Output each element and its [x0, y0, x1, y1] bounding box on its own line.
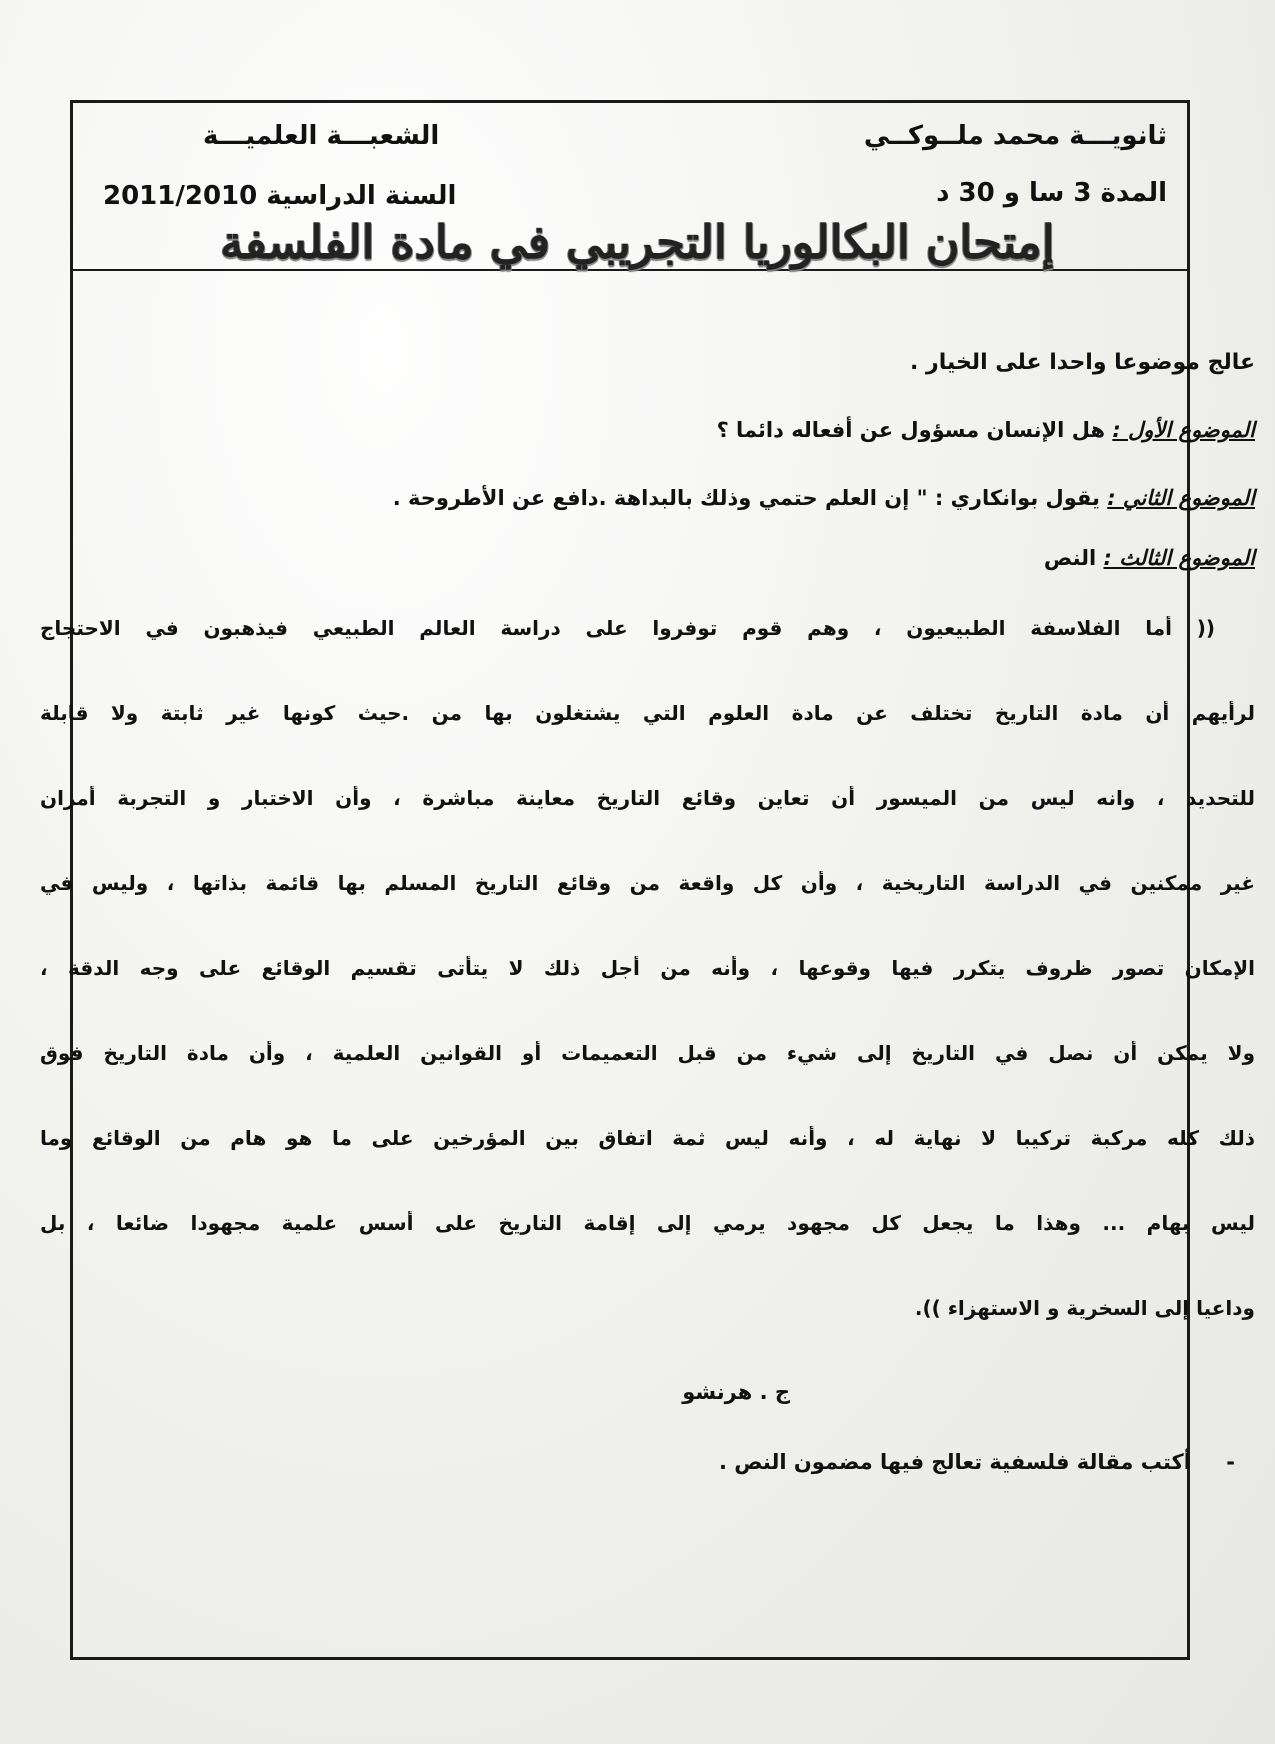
school-name: ثانويـــة محمد ملــوكــي: [863, 121, 1167, 151]
task-instruction: [719, 1450, 1235, 1474]
passage-line: ولا يمكن أن نصل في التاريخ إلى شيء من قبل التعميمات أو القوانين العلمية ، وأن مادة التاريخ فوق: [40, 1041, 1255, 1065]
passage-line: وداعيا إلى السخرية و الاستهزاء )).: [914, 1296, 1255, 1320]
passage-line: ذلك كله مركبة تركيبا لا نهاية له ، وأنه ليس ثمة اتفاق بين المؤرخين على ما هو هام من الوقائع وما: [40, 1126, 1255, 1150]
task-text: أكتب مقالة فلسفية تعالج فيها مضمون النص .: [718, 1450, 1191, 1474]
topic-1: [717, 418, 1255, 442]
topic-2-label: الموضوع الثاني :: [1107, 486, 1255, 510]
exam-duration: المدة 3 سا و 30 د: [936, 178, 1167, 208]
passage-line: ليس بهام ... وهذا ما يجعل كل مجهود يرمي إلى إقامة التاريخ على أسس علمية مجهودا ضائعا ، بل: [40, 1211, 1255, 1235]
passage-line: لرأيهم أن مادة التاريخ تختلف عن مادة العلوم التي يشتغلون بها من .حيث كونها غير ثابتة ولا قابلة: [40, 701, 1255, 725]
passage-line: (( أما الفلاسفة الطبيعيون ، وهم قوم توفروا على دراسة العالم الطبيعي فيذهبون في الاحتجاج: [40, 616, 1215, 640]
passage-author: ج . هرنشو: [682, 1380, 790, 1404]
academic-year: السنة الدراسية 2011/2010: [103, 181, 457, 211]
branch-name: الشعبـــة العلميـــة: [203, 121, 440, 151]
topic-3-label: الموضوع الثالث :: [1103, 546, 1255, 570]
task-dash: -: [1226, 1450, 1235, 1474]
exam-title: إمتحان البكالوريا التجريبي في مادة الفلسفة: [220, 215, 1055, 269]
passage-line: للتحديد ، وانه ليس من الميسور أن تعاين وقائع التاريخ معاينة مباشرة ، وأن الاختبار و التجربة أمران: [40, 786, 1255, 810]
instruction: عالج موضوعا واحدا على الخيار .: [910, 350, 1255, 375]
topic-3-text: النص: [1043, 546, 1097, 570]
passage-line: الإمكان تصور ظروف يتكرر فيها وقوعها ، وأنه من أجل ذلك لا يتأتى تقسيم الوقائع على وجه الدقة ،: [40, 956, 1255, 980]
topic-3: [1044, 546, 1255, 570]
topic-1-text: هل الإنسان مسؤول عن أفعاله دائما ؟: [716, 418, 1106, 442]
topic-2-text: يقول بوانكاري : " إن العلم حتمي وذلك بالبداهة .دافع عن الأطروحة .: [392, 486, 1100, 510]
topic-2: [393, 486, 1255, 510]
topic-1-label: الموضوع الأول :: [1112, 418, 1255, 442]
passage-line: غير ممكنين في الدراسة التاريخية ، وأن كل واقعة من وقائع التاريخ المسلم بها قائمة بذاتها ، وليس في: [40, 871, 1255, 895]
